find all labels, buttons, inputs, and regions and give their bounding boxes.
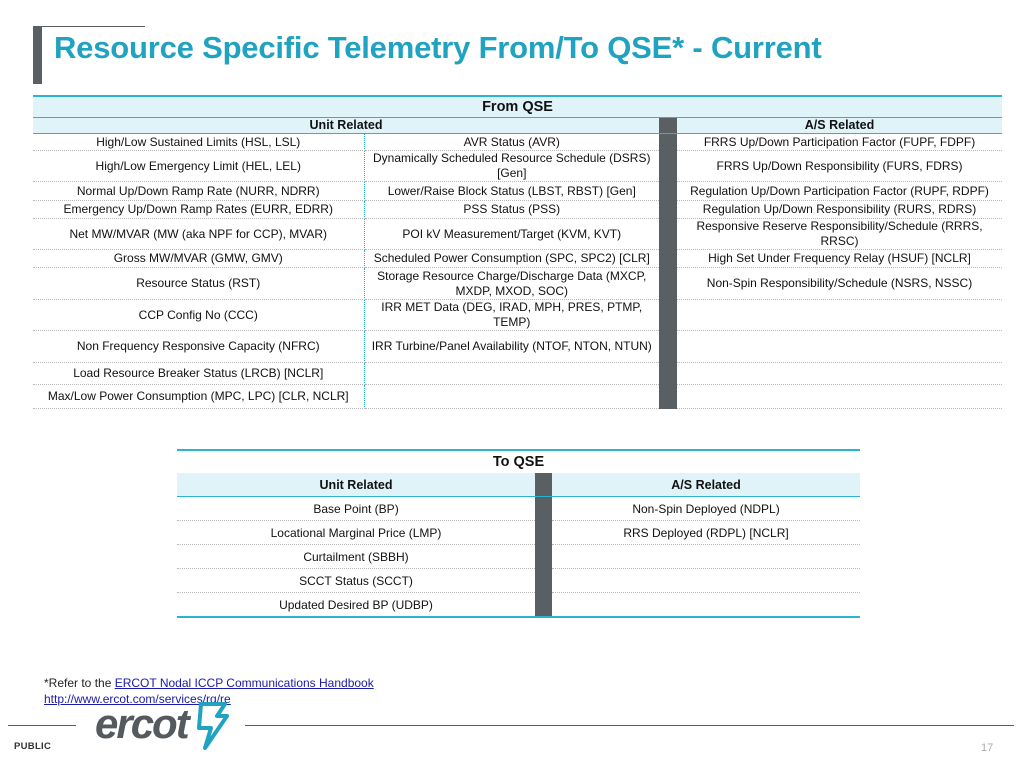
unit-related-cell: Gross MW/MVAR (GMW, GMV): [33, 250, 364, 268]
unit-related-cell: CCP Config No (CCC): [33, 300, 364, 331]
title-accent-line: [42, 26, 145, 27]
unit-related-cell: High/Low Sustained Limits (HSL, LSL): [33, 134, 364, 151]
to-qse-table: [177, 449, 860, 618]
as-related-cell: FRRS Up/Down Participation Factor (FUPF, FDPF): [677, 134, 1002, 151]
as-related-cell: [677, 300, 1002, 331]
from-column-divider: [659, 300, 677, 331]
to-column-divider: [535, 497, 552, 521]
to-as-related-cell: RRS Deployed (RDPL) [NCLR]: [552, 521, 860, 545]
unit-related-cell-2: Dynamically Scheduled Resource Schedule (DSRS)[Gen]: [364, 151, 659, 182]
from-column-divider: [659, 363, 677, 385]
unit-related-cell: Max/Low Power Consumption (MPC, LPC) [CLR, NCLR]: [33, 385, 364, 409]
to-column-divider: [535, 521, 552, 545]
to-table-row: [177, 497, 860, 521]
unit-related-cell: Resource Status (RST): [33, 268, 364, 300]
logo-wordmark: ercot: [95, 700, 188, 747]
unit-related-cell-2: IRR Turbine/Panel Availability (NTOF, NTON, NTUN): [364, 331, 659, 363]
to-as-related-cell: [552, 545, 860, 569]
to-column-divider: [535, 473, 552, 497]
as-related-cell: Responsive Reserve Responsibility/Schedule (RRRS, RRSC): [677, 219, 1002, 250]
as-related-cell: [677, 331, 1002, 363]
title-accent-bar: [33, 26, 42, 84]
from-table-row: [33, 268, 1002, 300]
unit-related-cell-2: Lower/Raise Block Status (LBST, RBST) [Gen]: [364, 182, 659, 201]
from-column-divider: [659, 118, 677, 134]
to-unit-related-cell: Locational Marginal Price (LMP): [177, 521, 535, 545]
from-table-row: [33, 201, 1002, 219]
to-column-divider: [535, 569, 552, 593]
ercot-bolt-icon: [195, 702, 229, 750]
from-table-row: [33, 219, 1002, 250]
to-unit-related-header: Unit Related: [177, 473, 535, 497]
from-qse-table: [33, 95, 1002, 409]
to-as-related-header: A/S Related: [552, 473, 860, 497]
footnote-prefix: *Refer to the: [44, 676, 115, 690]
to-column-divider: [535, 545, 552, 569]
from-table-row: [33, 250, 1002, 268]
from-column-divider: [659, 151, 677, 182]
footer-line-right: [245, 725, 1014, 726]
to-unit-related-cell: SCCT Status (SCCT): [177, 569, 535, 593]
as-related-cell: Non-Spin Responsibility/Schedule (NSRS, NSSC): [677, 268, 1002, 300]
to-unit-related-cell: Curtailment (SBBH): [177, 545, 535, 569]
unit-related-cell-2: PSS Status (PSS): [364, 201, 659, 219]
from-column-divider: [659, 201, 677, 219]
from-column-divider: [659, 268, 677, 300]
to-unit-related-cell: Base Point (BP): [177, 497, 535, 521]
unit-related-cell: High/Low Emergency Limit (HEL, LEL): [33, 151, 364, 182]
from-column-divider: [659, 182, 677, 201]
from-table-row: [33, 134, 1002, 151]
from-table-row: [33, 363, 1002, 385]
unit-related-cell-2: Scheduled Power Consumption (SPC, SPC2) [CLR]: [364, 250, 659, 268]
from-column-divider: [659, 219, 677, 250]
classification-label: PUBLIC: [14, 741, 52, 752]
to-as-related-cell: Non-Spin Deployed (NDPL): [552, 497, 860, 521]
to-table-row: [177, 593, 860, 618]
from-table-row: [33, 182, 1002, 201]
ercot-url-link[interactable]: http://www.ercot.com/services/rq/re: [44, 692, 231, 706]
page-number: 17: [981, 742, 994, 754]
unit-related-cell-2: AVR Status (AVR): [364, 134, 659, 151]
to-column-divider: [535, 593, 552, 618]
page-title: Resource Specific Telemetry From/To QSE* - Current: [54, 30, 822, 65]
as-related-cell: Regulation Up/Down Responsibility (RURS, RDRS): [677, 201, 1002, 219]
unit-related-cell: Non Frequency Responsive Capacity (NFRC): [33, 331, 364, 363]
unit-related-cell-2: IRR MET Data (DEG, IRAD, MPH, PRES, PTMP, TEMP): [364, 300, 659, 331]
as-related-cell: [677, 385, 1002, 409]
unit-related-cell-2: POI kV Measurement/Target (KVM, KVT): [364, 219, 659, 250]
from-column-divider: [659, 250, 677, 268]
from-unit-related-header: Unit Related: [33, 118, 659, 134]
footer-line-left: [8, 725, 76, 726]
from-table-row: [33, 151, 1002, 182]
as-related-cell: Regulation Up/Down Participation Factor (RUPF, RDPF): [677, 182, 1002, 201]
handbook-link[interactable]: ERCOT Nodal ICCP Communications Handbook: [114, 676, 374, 690]
as-related-cell: High Set Under Frequency Relay (HSUF) [NCLR]: [677, 250, 1002, 268]
from-table-row: [33, 331, 1002, 363]
from-table-row: [33, 385, 1002, 409]
unit-related-cell-2: [364, 363, 659, 385]
to-table-row: [177, 569, 860, 593]
ercot-logo: [95, 700, 235, 752]
to-as-related-cell: [552, 593, 860, 618]
unit-related-cell: Emergency Up/Down Ramp Rates (EURR, EDRR): [33, 201, 364, 219]
as-related-cell: [677, 363, 1002, 385]
from-column-divider: [659, 134, 677, 151]
unit-related-cell-2: [364, 385, 659, 409]
unit-related-cell-2: Storage Resource Charge/Discharge Data (MXCP, MXDP, MXOD, SOC): [364, 268, 659, 300]
as-related-cell: FRRS Up/Down Responsibility (FURS, FDRS): [677, 151, 1002, 182]
from-qse-heading: From QSE: [33, 96, 1002, 118]
from-column-divider: [659, 331, 677, 363]
to-table-row: [177, 545, 860, 569]
unit-related-cell: Load Resource Breaker Status (LRCB) [NCLR]: [33, 363, 364, 385]
to-as-related-cell: [552, 569, 860, 593]
from-column-divider: [659, 385, 677, 409]
from-table-row: [33, 300, 1002, 331]
to-unit-related-cell: Updated Desired BP (UDBP): [177, 593, 535, 618]
to-qse-heading: To QSE: [177, 450, 860, 473]
to-table-row: [177, 521, 860, 545]
unit-related-cell: Net MW/MVAR (MW (aka NPF for CCP), MVAR): [33, 219, 364, 250]
unit-related-cell: Normal Up/Down Ramp Rate (NURR, NDRR): [33, 182, 364, 201]
from-as-related-header: A/S Related: [677, 118, 1002, 134]
